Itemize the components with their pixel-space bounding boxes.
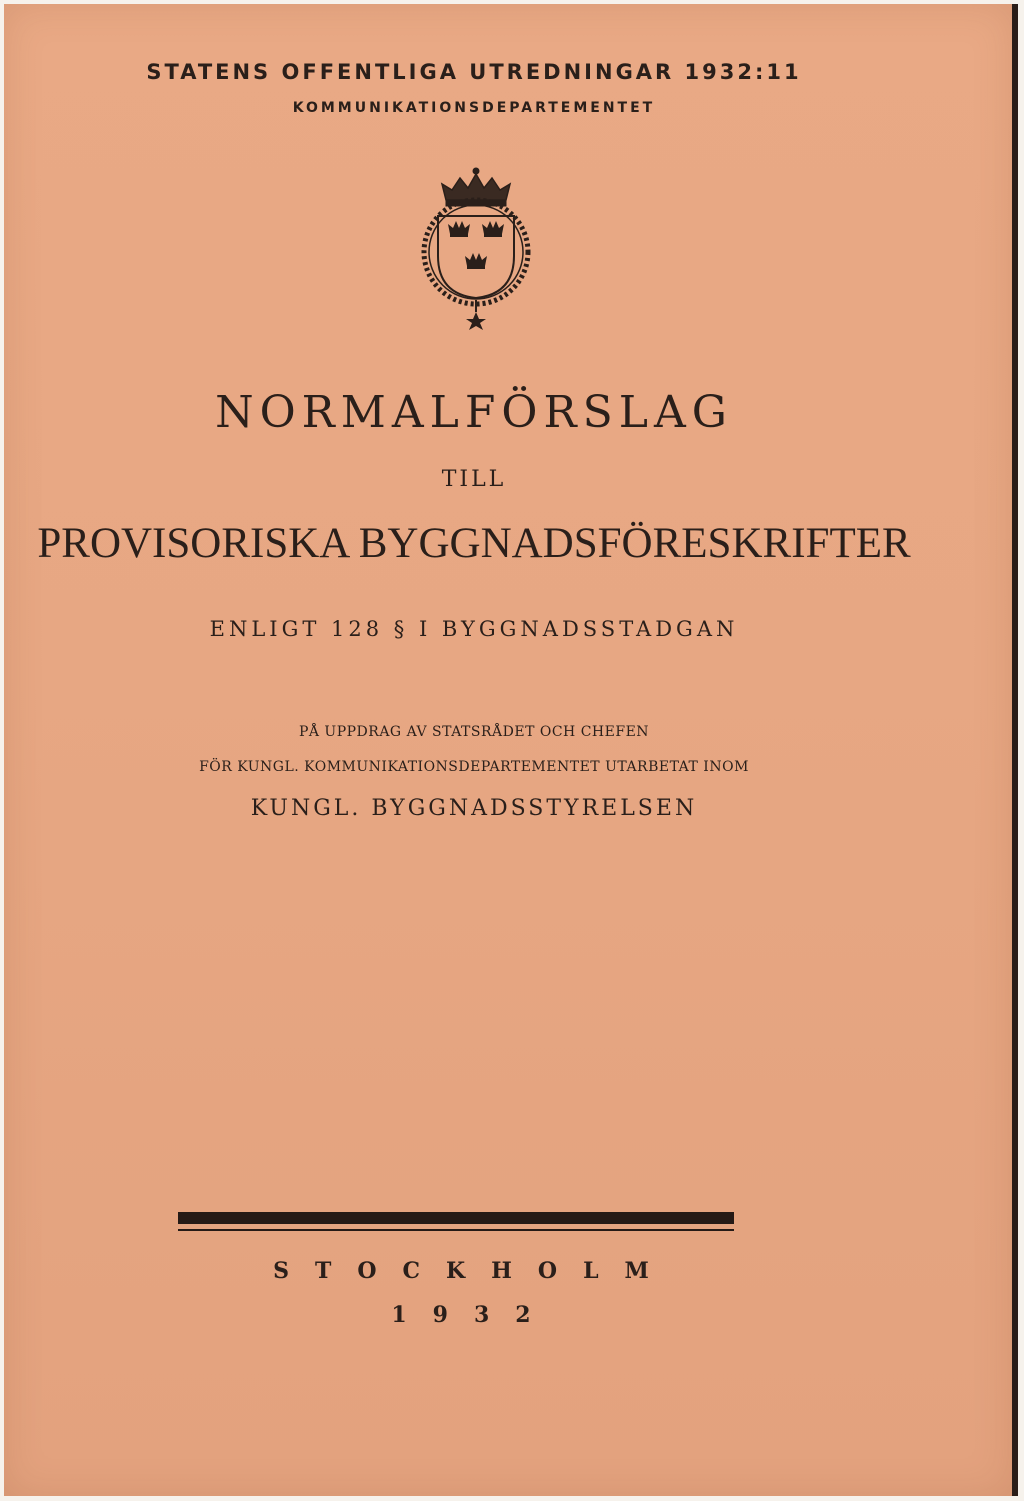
department-line: KOMMUNIKATIONSDEPARTEMENTET xyxy=(292,100,656,116)
crowned-three-crowns-crest-icon xyxy=(416,166,536,332)
authority-line: KUNGL. BYGGNADSSTYRELSEN xyxy=(250,796,698,821)
publication-place: STOCKHOLM xyxy=(273,1258,675,1284)
divider-rule-thick xyxy=(178,1212,734,1224)
commission-line-2: FÖR KUNGL. KOMMUNIKATIONSDEPARTEMENTET UTARBETAT INOM xyxy=(199,759,749,775)
subtitle: PROVISORISKA BYGGNADSFÖRESKRIFTER xyxy=(37,520,911,567)
title-connector: TILL xyxy=(441,467,507,492)
main-title: NORMALFÖRSLAG xyxy=(215,387,733,438)
publication-year: 1932 xyxy=(391,1302,557,1328)
commission-line-1: PÅ UPPDRAG AV STATSRÅDET OCH CHEFEN xyxy=(298,724,650,740)
series-line: STATENS OFFENTLIGA UTREDNINGAR 1932:11 xyxy=(146,60,802,84)
legal-basis-line: ENLIGT 128 § I BYGGNADSSTADGAN xyxy=(209,617,739,641)
divider-rule-thin xyxy=(178,1229,734,1231)
